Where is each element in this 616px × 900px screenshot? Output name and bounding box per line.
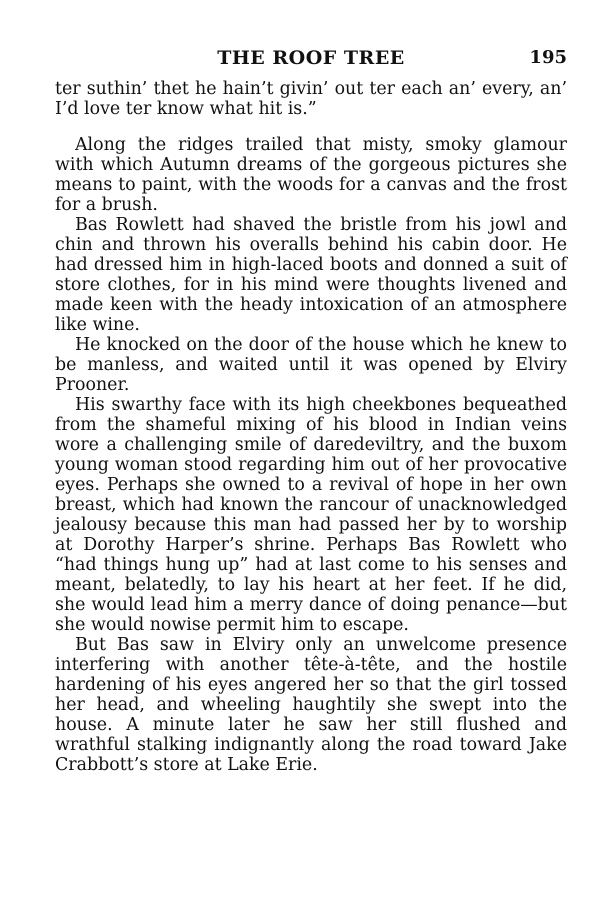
paragraph-continuation: ter suthin’ thet he hain’t givin’ out ter each an’ every, an’ I’d love ter know what hit is.” [55,79,567,119]
paragraph-knock: He knocked on the door of the house which he knew to be manless, and waited until it was opened by Elviry Prooner. [55,335,567,395]
paragraph-autumn: Along the ridges trailed that misty, smoky glamour with which Autumn dreams of the gorgeous pictures she means to paint, with the woods for a canvas and the frost for a brush. [55,135,567,215]
paragraph-swarthy-face: His swarthy face with its high cheekbones bequeathed from the shameful mixing of his blood in Indian veins wore a challenging smile of daredeviltry, and the buxom young woman stood regarding him out of her provocative eyes. Perhaps she owned to a revival of hope in her own breast, which had known the rancour of unacknowledged jealousy because this man had passed her by to worship at Dorothy Harper’s shrine. Perhaps Bas Rowlett who “had things hung up” had at last come to his senses and meant, belatedly, to lay his heart at her feet. If he did, she would lead him a merry dance of doing penance—but she would nowise permit him to escape. [55,395,567,635]
page-number: 195 [529,47,567,68]
book-page [55,47,567,775]
section-gap [55,119,567,135]
paragraph-elviry-leaves: But Bas saw in Elviry only an unwelcome presence interfering with another tête-à-tête, and the hostile hardening of his eyes angered her so that the girl tossed her head, and wheeling haughtily she swept into the house. A minute later he saw her still flushed and wrathful stalking indignantly along the road toward Jake Crabbott’s store at Lake Erie. [55,635,567,775]
running-title: THE ROOF TREE [217,47,405,69]
running-head [55,47,567,73]
paragraph-bas-dressing: Bas Rowlett had shaved the bristle from his jowl and chin and thrown his overalls behind his cabin door. He had dressed him in high-laced boots and donned a suit of store clothes, for in his mind were thoughts livened and made keen with the heady intoxication of an atmosphere like wine. [55,215,567,335]
